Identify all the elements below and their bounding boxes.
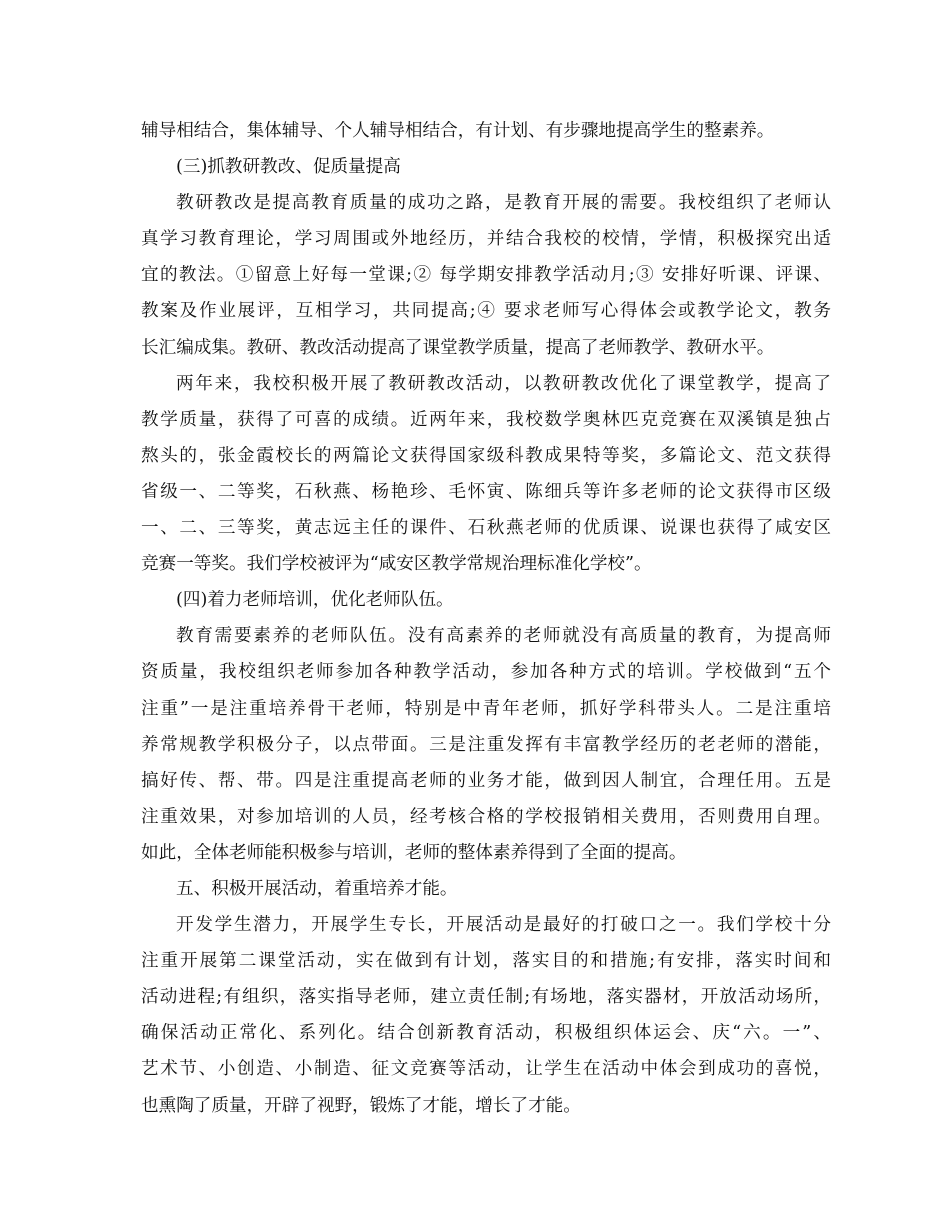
text-line: 两年来，我校积极开展了教研教改活动，以教研教改优化了课堂教学，提高了: [176, 373, 831, 394]
text-line: 教研教改是提高教育质量的成功之路，是教育开展的需要。我校组织了老师认: [176, 193, 831, 214]
text-line: 一、二、三等奖，黄志远主任的课件、石秋燕老师的优质课、说课也获得了咸安区: [141, 518, 831, 539]
text-line: 开发学生潜力，开展学生专长，开展活动是最好的打破口之一。我们学校十分: [176, 915, 831, 936]
text-line: 注重效果，对参加培训的人员，经考核合格的学校报销相关费用，否则费用自理。: [141, 806, 831, 827]
text-line: 搞好传、帮、带。四是注重提高老师的业务才能，做到因人制宜，合理任用。五是: [141, 770, 831, 791]
text-line: 辅导相结合，集体辅导、个人辅导相结合，有计划、有步骤地提高学生的整素养。: [141, 121, 775, 141]
text-line: 如此，全体老师能积极参与培训，老师的整体素养得到了全面的提高。: [141, 842, 687, 863]
text-line: 注重”一是注重培养骨干老师，特别是中青年老师，抓好学科带头人。二是注重培: [141, 698, 831, 719]
text-line: 资质量，我校组织老师参加各种教学活动，参加各种方式的培训。学校做到“五个: [141, 662, 831, 683]
text-line: 竞赛一等奖。我们学校被评为“咸安区教学常规治理标准化学校”。: [141, 554, 652, 575]
text-line: 确保活动正常化、系列化。结合创新教育活动，积极组织体运会、庆“六。一”、: [141, 1023, 831, 1044]
text-line: 长汇编成集。教研、教改活动提高了课堂教学质量，提高了老师教学、教研水平。: [141, 337, 775, 358]
text-line: 熬头的，张金霞校长的两篇论文获得国家级科教成果特等奖，多篇论文、范文获得: [141, 445, 831, 466]
text-line: 宜的教法。①留意上好每一堂课;② 每学期安排教学活动月;③ 安排好听课、评课、: [141, 265, 831, 286]
text-line: 注重开展第二课堂活动，实在做到有计划，落实目的和措施;有安排，落实时间和: [141, 951, 831, 972]
text-line: 教案及作业展评，互相学习，共同提高;④ 要求老师写心得体会或教学论文，教务: [141, 301, 831, 322]
text-line: 五、积极开展活动，着重培养才能。: [176, 878, 458, 899]
text-line: (四)着力老师培训，优化老师队伍。: [176, 590, 454, 611]
text-line: 教学质量，获得了可喜的成绩。近两年来，我校数学奥林匹克竞赛在双溪镇是独占: [141, 409, 831, 430]
text-line: 真学习教育理论，学习周围或外地经历，并结合我校的校情，学情，积极探究出适: [141, 229, 831, 250]
document-body: [141, 113, 831, 1124]
text-line: 教育需要素养的老师队伍。没有高素养的老师就没有高质量的教育，为提高师: [176, 626, 831, 647]
text-line: 也熏陶了质量，开辟了视野，锻炼了才能，增长了才能。: [141, 1095, 581, 1116]
text-line: 养常规教学积极分子，以点带面。三是注重发挥有丰富教学经历的老老师的潜能，: [141, 734, 831, 755]
text-line: 艺术节、小创造、小制造、征文竞赛等活动，让学生在活动中体会到成功的喜悦，: [141, 1059, 831, 1080]
text-line: 省级一、二等奖，石秋燕、杨艳珍、毛怀寅、陈细兵等许多老师的论文获得市区级: [141, 481, 831, 502]
text-line: 活动进程;有组织，落实指导老师，建立责任制;有场地，落实器材，开放活动场所，: [141, 987, 831, 1008]
text-line: (三)抓教研教改、促质量提高: [176, 157, 401, 178]
